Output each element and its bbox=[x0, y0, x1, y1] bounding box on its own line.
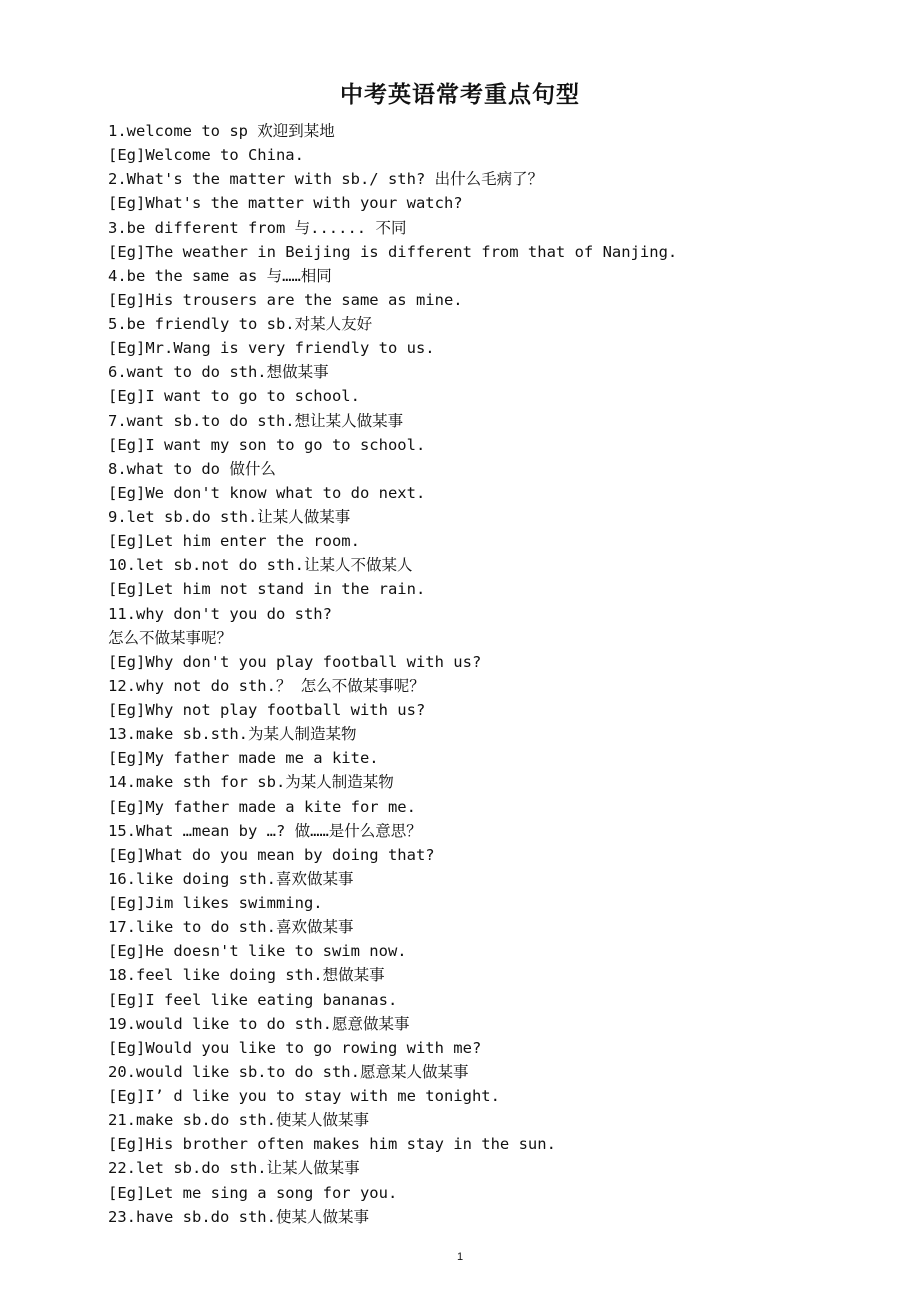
text-line: [Eg]Why not play football with us? bbox=[108, 701, 426, 719]
text-line: 4.be the same as 与……相同 bbox=[108, 266, 332, 285]
text-line: 3.be different from 与...... 不同 bbox=[108, 218, 407, 237]
text-line: 7.want sb.to do sth.想让某人做某事 bbox=[108, 411, 404, 430]
text-line: [Eg]Jim likes swimming. bbox=[108, 894, 323, 912]
text-line: [Eg]His brother often makes him stay in the sun. bbox=[108, 1135, 556, 1154]
text-line: 20.would like sb.to do sth.愿意某人做某事 bbox=[108, 1062, 469, 1081]
text-line: [Eg]I want to go to school. bbox=[108, 387, 360, 406]
text-line: 13.make sb.sth.为某人制造某物 bbox=[108, 725, 357, 744]
text-line: [Eg]My father made me a kite. bbox=[108, 749, 379, 768]
text-line: 17.like to do sth.喜欢做某事 bbox=[108, 918, 354, 937]
text-line: 2.What's the matter with sb./ sth? 出什么毛病了？ bbox=[108, 170, 544, 189]
text-line: [Eg]Why don't you play football with us? bbox=[108, 652, 482, 671]
text-line: 21.make sb.do sth.使某人做某事 bbox=[108, 1111, 369, 1130]
text-line: 18.feel like doing sth.想做某事 bbox=[108, 966, 385, 985]
text-line: 12.why not do sth.？ 怎么不做某事呢？ bbox=[108, 676, 425, 695]
text-line: [Eg]I want my son to go to school. bbox=[108, 435, 426, 454]
text-line: [Eg]Mr.Wang is very friendly to us. bbox=[108, 339, 435, 358]
text-line: 1.welcome to sp 欢迎到某地 bbox=[108, 122, 335, 140]
text-line: [Eg]Let him not stand in the rain. bbox=[108, 580, 426, 599]
text-line: 16.like doing sth.喜欢做某事 bbox=[108, 869, 354, 888]
text-line: 23.have sb.do sth.使某人做某事 bbox=[108, 1207, 369, 1226]
text-line: 14.make sth for sb.为某人制造某物 bbox=[108, 773, 394, 792]
page-number: 1 bbox=[456, 1251, 464, 1263]
text-line: [Eg]I feel like eating bananas. bbox=[108, 990, 398, 1009]
text-line: [Eg]I’ d like you to stay with me tonight. bbox=[108, 1087, 500, 1105]
text-line: [Eg]Welcome to China. bbox=[108, 146, 304, 165]
text-line: [Eg]Let me sing a song for you. bbox=[108, 1183, 398, 1202]
text-line: [Eg]What do you mean by doing that? bbox=[108, 845, 435, 864]
text-line: [Eg]My father made a kite for me. bbox=[108, 797, 416, 816]
text-line: 怎么不做某事呢？ bbox=[108, 628, 233, 647]
text-line: 15.What …mean by …? 做……是什么意思？ bbox=[108, 821, 422, 840]
text-line: [Eg]Let him enter the room. bbox=[108, 532, 360, 551]
text-line: 11.why don't you do sth? bbox=[108, 604, 332, 623]
text-line: [Eg]The weather in Beijing is different from that of Nanjing. bbox=[108, 242, 678, 261]
text-line: 19.would like to do sth.愿意做某事 bbox=[108, 1014, 410, 1033]
sentence-pattern-list bbox=[108, 119, 828, 1229]
page-title: 中考英语常考重点句型 bbox=[340, 82, 580, 108]
text-line: 8.what to do 做什么 bbox=[108, 459, 276, 478]
text-line: 9.let sb.do sth.让某人做某事 bbox=[108, 508, 351, 526]
text-line: [Eg]His trousers are the same as mine. bbox=[108, 290, 463, 309]
text-line: 10.let sb.not do sth.让某人不做某人 bbox=[108, 556, 413, 575]
text-line: 5.be friendly to sb.对某人友好 bbox=[108, 315, 373, 333]
text-line: 22.let sb.do sth.让某人做某事 bbox=[108, 1159, 360, 1178]
text-line: [Eg]He doesn't like to swim now. bbox=[108, 942, 407, 961]
text-line: [Eg]We don't know what to do next. bbox=[108, 483, 426, 502]
text-line: [Eg]What's the matter with your watch? bbox=[108, 194, 463, 213]
text-line: 6.want to do sth.想做某事 bbox=[108, 363, 329, 382]
text-line: [Eg]Would you like to go rowing with me? bbox=[108, 1038, 482, 1057]
